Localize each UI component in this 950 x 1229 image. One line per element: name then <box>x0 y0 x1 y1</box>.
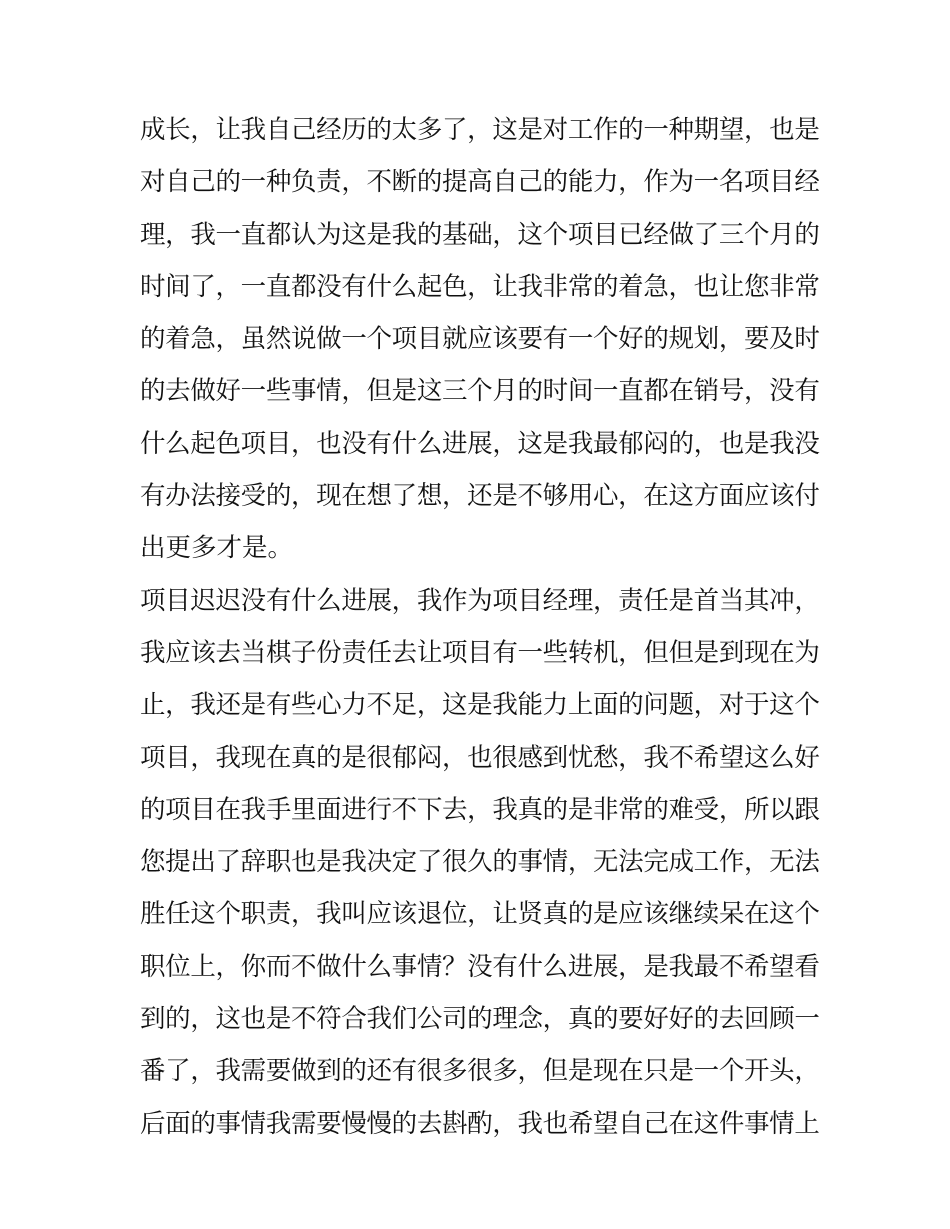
text-line-9: 出更多才是。 <box>140 533 294 564</box>
text-line-1: 成长，让我自己经历的太多了，这是对工作的一种期望，也是 <box>140 115 820 145</box>
text-line-8: 有办法接受的，现在想了想，还是不够用心，在这方面应该付 <box>140 481 820 512</box>
text-line-3: 理，我一直都认为这是我的基础，这个项目已经做了三个月的 <box>140 219 820 250</box>
text-line-20: 后面的事情我需要慢慢的去斟酌，我也希望自己在这件事情上 <box>140 1108 820 1139</box>
text-line-2: 对自己的一种负责，不断的提高自己的能力，作为一名项目经 <box>140 167 820 198</box>
text-line-4: 时间了，一直都没有什么起色，让我非常的着急，也让您非常 <box>140 271 820 302</box>
text-line-18: 到的，这也是不符合我们公司的理念，真的要好好的去回顾一 <box>140 1004 820 1035</box>
text-line-6: 的去做好一些事情，但是这三个月的时间一直都在销号，没有 <box>140 376 820 407</box>
text-line-17: 职位上，你而不做什么事情？没有什么进展，是我最不希望看 <box>140 951 820 982</box>
text-line-14: 的项目在我手里面进行不下去，我真的是非常的难受，所以跟 <box>140 794 820 825</box>
text-line-7: 什么起色项目，也没有什么进展，这是我最郁闷的，也是我没 <box>140 428 820 459</box>
text-line-19: 番了，我需要做到的还有很多很多，但是现在只是一个开头， <box>140 1056 820 1087</box>
text-line-5: 的着急，虽然说做一个项目就应该要有一个好的规划，要及时 <box>140 324 820 355</box>
document-body <box>140 104 820 1150</box>
text-line-11: 我应该去当棋子份责任去让项目有一些转机，但但是到现在为 <box>140 637 820 668</box>
text-line-16: 胜任这个职责，我叫应该退位，让贤真的是应该继续呆在这个 <box>140 899 820 930</box>
text-line-15: 您提出了辞职也是我决定了很久的事情，无法完成工作，无法 <box>140 847 820 878</box>
text-line-10: 项目迟迟没有什么进展，我作为项目经理，责任是首当其冲， <box>140 585 820 616</box>
text-line-13: 项目，我现在真的是很郁闷，也很感到忧愁，我不希望这么好 <box>140 742 820 773</box>
text-line-12: 止，我还是有些心力不足，这是我能力上面的问题，对于这个 <box>140 690 820 721</box>
